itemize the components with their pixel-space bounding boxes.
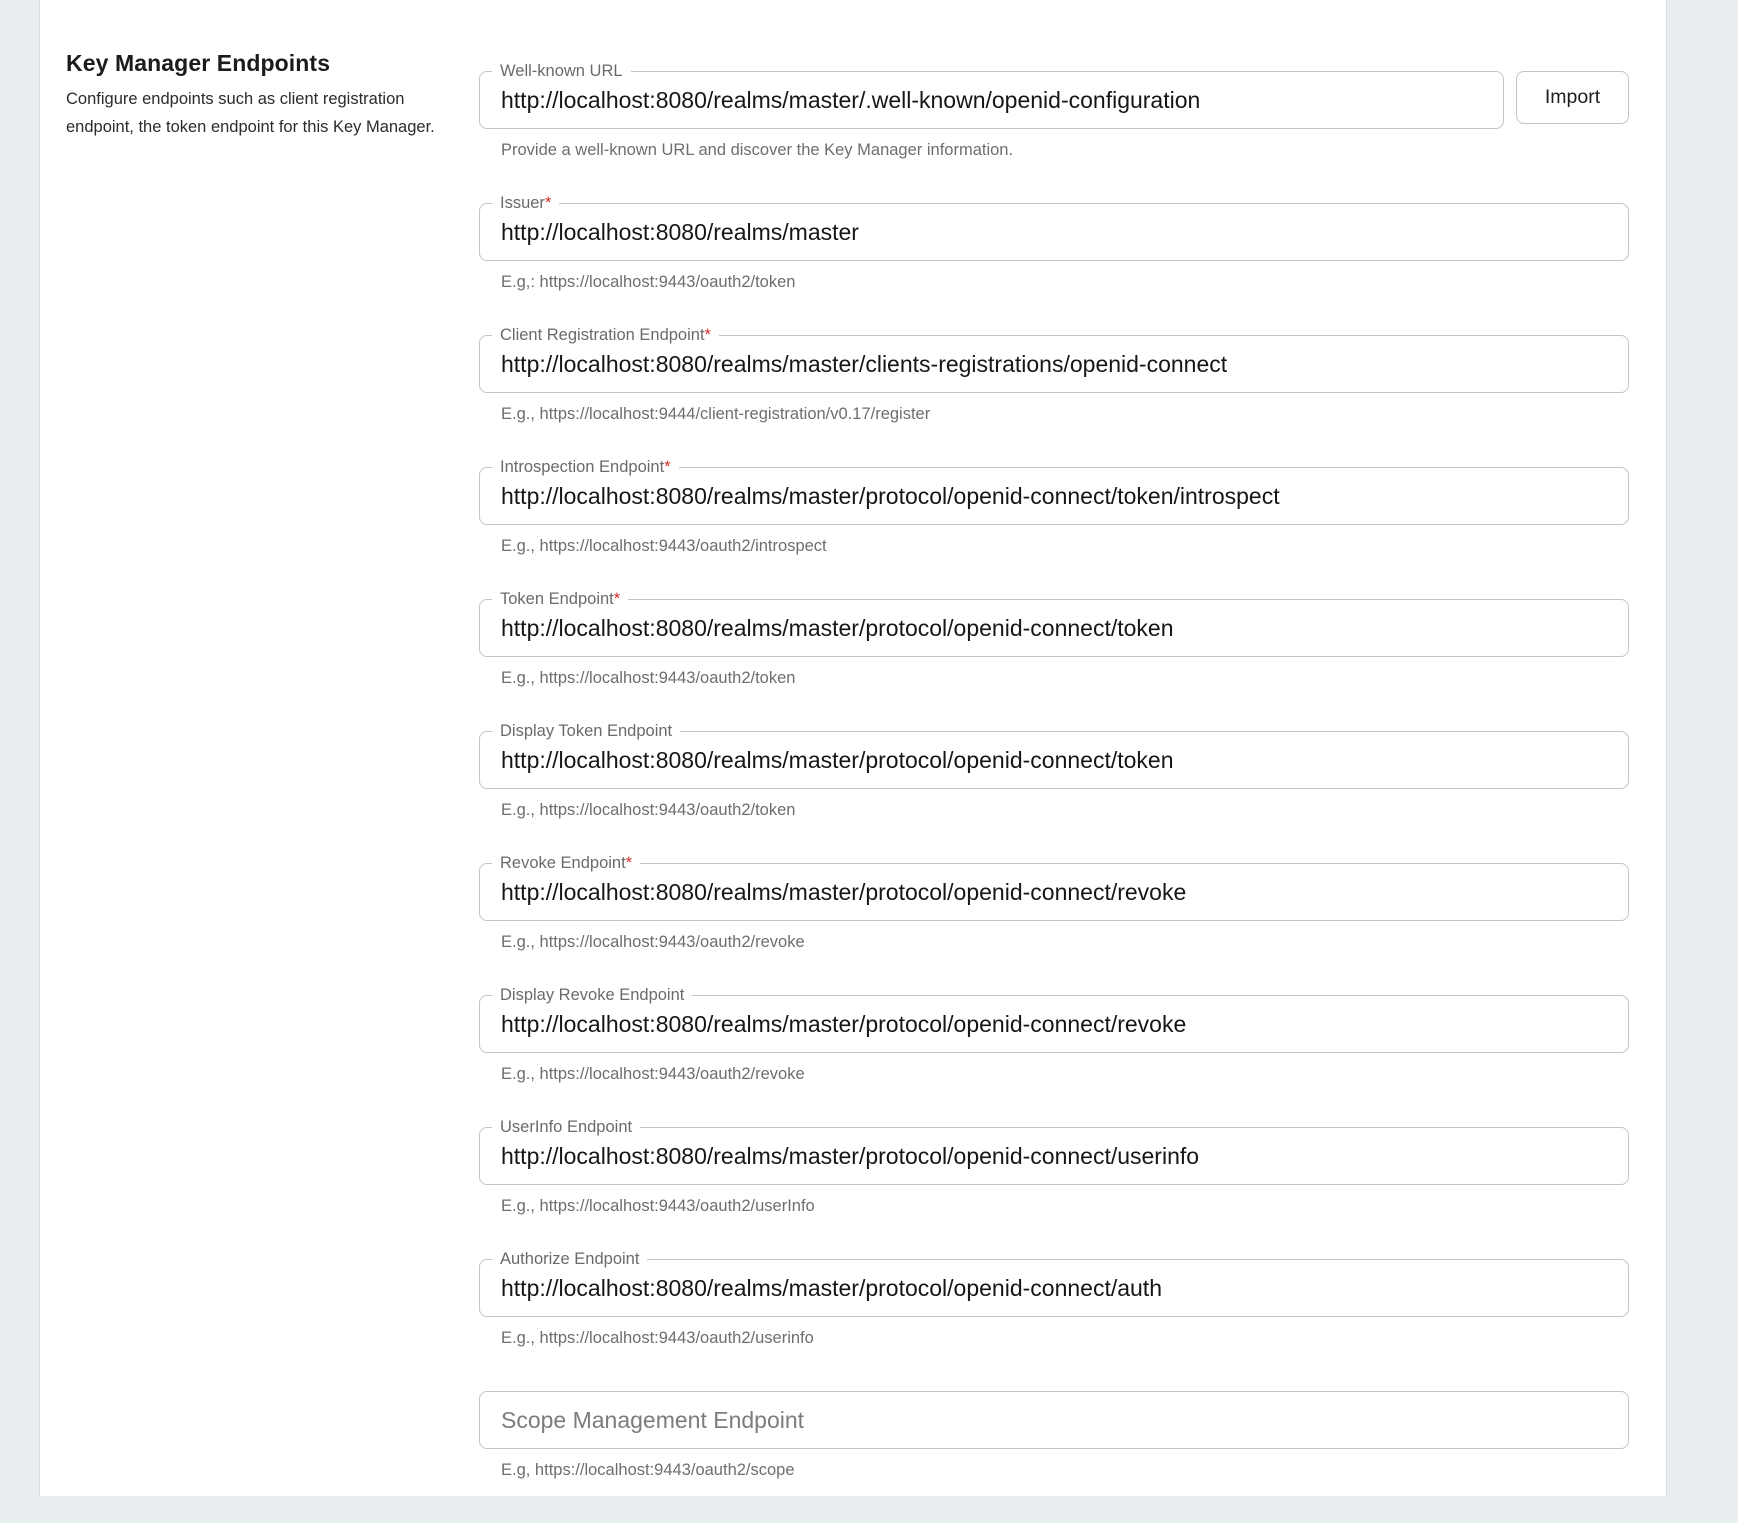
field-scope-management-endpoint xyxy=(479,1391,1629,1523)
field-userinfo-endpoint xyxy=(479,1118,1629,1259)
userinfo-endpoint-box xyxy=(479,1118,1629,1185)
introspection-endpoint-box xyxy=(479,458,1629,525)
field-label: Client Registration Endpoint* xyxy=(492,323,719,347)
display-revoke-endpoint-input[interactable] xyxy=(501,996,1616,1052)
token-endpoint-box xyxy=(479,590,1629,657)
field-label: UserInfo Endpoint xyxy=(492,1115,640,1139)
client-registration-endpoint-input[interactable] xyxy=(501,336,1616,392)
well-known-url-box xyxy=(479,62,1504,129)
field-label: Well-known URL xyxy=(492,59,631,83)
issuer-input[interactable] xyxy=(501,204,1616,260)
display-token-endpoint-box xyxy=(479,722,1629,789)
field-label: Issuer* xyxy=(492,191,559,215)
field-label: Display Revoke Endpoint xyxy=(492,983,692,1007)
import-button[interactable]: Import xyxy=(1516,71,1629,124)
field-label: Token Endpoint* xyxy=(492,587,628,611)
client-registration-endpoint-box xyxy=(479,326,1629,393)
authorize-endpoint-input[interactable] xyxy=(501,1260,1616,1316)
field-display-token-endpoint xyxy=(479,722,1629,863)
field-helper-text: E.g., https://localhost:9443/oauth2/userInfo xyxy=(501,1197,815,1215)
well-known-url-input[interactable] xyxy=(501,72,1491,128)
field-helper-text: E.g., https://localhost:9443/oauth2/revoke xyxy=(501,1065,805,1083)
section-description: Configure endpoints such as client registration endpoint, the token endpoint for this Key Manager. xyxy=(66,90,435,136)
field-helper-text: E.g., https://localhost:9443/oauth2/token xyxy=(501,669,796,687)
authorize-endpoint-box xyxy=(479,1250,1629,1317)
display-revoke-endpoint-box xyxy=(479,986,1629,1053)
section-header xyxy=(66,48,446,141)
introspection-endpoint-input[interactable] xyxy=(501,468,1616,524)
issuer-box xyxy=(479,194,1629,261)
field-helper-text: E.g, https://localhost:9443/oauth2/scope xyxy=(501,1461,795,1479)
endpoint-fields xyxy=(479,62,1629,1523)
scope-management-endpoint-input[interactable] xyxy=(501,1392,1616,1448)
field-client-registration-endpoint xyxy=(479,326,1629,467)
field-issuer xyxy=(479,194,1629,335)
revoke-endpoint-input[interactable] xyxy=(501,864,1616,920)
field-revoke-endpoint xyxy=(479,854,1629,995)
display-token-endpoint-input[interactable] xyxy=(501,732,1616,788)
field-label: Display Token Endpoint xyxy=(492,719,680,743)
field-helper-text: E.g., https://localhost:9443/oauth2/introspect xyxy=(501,537,827,555)
revoke-endpoint-box xyxy=(479,854,1629,921)
field-label: Authorize Endpoint xyxy=(492,1247,647,1271)
field-helper-text: E.g., https://localhost:9444/client-registration/v0.17/register xyxy=(501,405,931,423)
field-helper-text: Provide a well-known URL and discover the Key Manager information. xyxy=(501,141,1014,159)
field-label: Introspection Endpoint* xyxy=(492,455,679,479)
scope-management-endpoint-box xyxy=(479,1391,1629,1449)
field-display-revoke-endpoint xyxy=(479,986,1629,1127)
token-endpoint-input[interactable] xyxy=(501,600,1616,656)
field-label: Revoke Endpoint* xyxy=(492,851,640,875)
section-title: Key Manager Endpoints xyxy=(66,50,331,76)
userinfo-endpoint-input[interactable] xyxy=(501,1128,1616,1184)
field-token-endpoint xyxy=(479,590,1629,731)
field-helper-text: E.g., https://localhost:9443/oauth2/revoke xyxy=(501,933,805,951)
field-helper-text: E.g,: https://localhost:9443/oauth2/token xyxy=(501,273,796,291)
field-authorize-endpoint xyxy=(479,1250,1629,1391)
field-helper-text: E.g., https://localhost:9443/oauth2/token xyxy=(501,801,796,819)
field-helper-text: E.g., https://localhost:9443/oauth2/userinfo xyxy=(501,1329,814,1347)
field-well-known-url xyxy=(479,62,1629,203)
field-introspection-endpoint xyxy=(479,458,1629,599)
